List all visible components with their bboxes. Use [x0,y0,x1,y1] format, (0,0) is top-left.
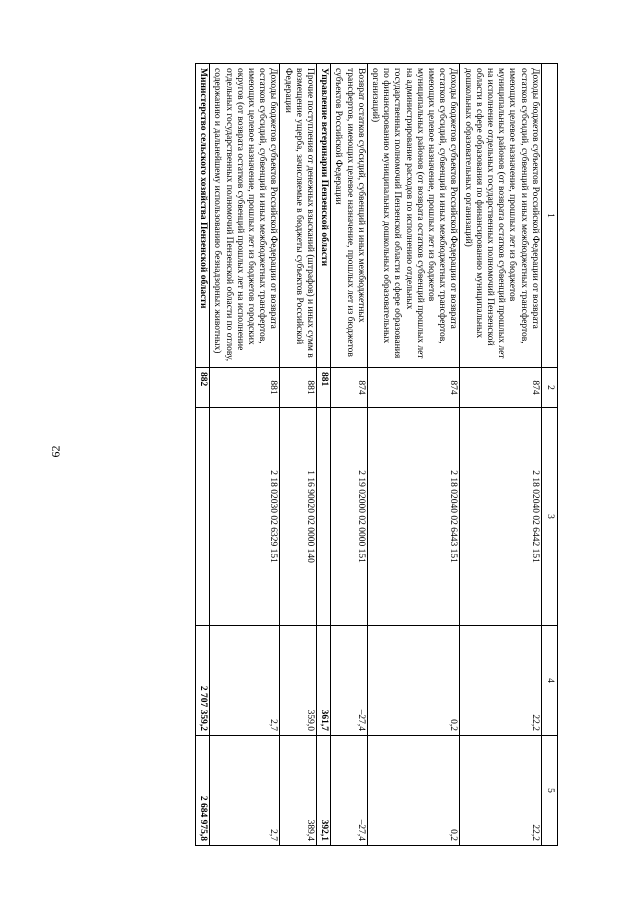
page-number: 62 [48,445,63,458]
table-cell-c4: 359,0 [280,626,317,736]
table-cell-c5: 2 684 975,8 [195,736,209,846]
table-cell-c2: 881 [280,368,317,408]
table-cell-c3: 2 18 02040 02 6442 151 [460,408,541,626]
table-cell-c4: 22,2 [460,626,541,736]
table-cell-c3: 2 19 02000 02 0000 151 [331,408,368,626]
table-cell-c3: 1 16 90020 02 0000 140 [280,408,317,626]
table-cell-c5: –27,4 [331,736,368,846]
table-row [460,64,541,846]
table-cell-c1: Управление ветеринарии Пензенской области [316,64,330,368]
table-cell-c2: 874 [331,368,368,408]
revenue-table [195,63,558,846]
table-cell-c5: 22,2 [460,736,541,846]
table-cell-c3 [316,408,330,626]
table-cell-c1: Доходы бюджетов субъектов Российской Федерации от возврата остатков субсидий, субвенций и иных межбюджетных трансфертов, имеющих целевое назначение, прошлых лет из бюджетов муниципальных районов (от возврата остатков субвенций прошлых лет на исполнение отдельных государственных полномочий Пензенской области в сфере образования по финансированию муниципальных дошкольных образовательных организаций) [460,64,541,368]
table-cell-c5: 392,1 [316,736,330,846]
table-row [195,64,209,846]
header-cell: 2 [541,368,557,408]
table-cell-c2: 881 [316,368,330,408]
table-cell-c4: 0,2 [367,626,460,736]
table-row [316,64,330,846]
table-cell-c5: 389,4 [280,736,317,846]
rotated-table-container [73,63,558,845]
header-cell: 1 [541,64,557,368]
table-cell-c2: 874 [367,368,460,408]
table-cell-c5: 0,2 [367,736,460,846]
table-cell-c4: 361,7 [316,626,330,736]
table-cell-c4: 2,7 [210,626,280,736]
header-cell: 5 [541,736,557,846]
table-cell-c3: 2 18 02030 02 6329 151 [210,408,280,626]
table-cell-c4: –27,4 [331,626,368,736]
table-cell-c3 [195,408,209,626]
table-cell-c5: 2,7 [210,736,280,846]
table-cell-c2: 882 [195,368,209,408]
header-row [541,64,557,846]
table-cell-c1: Прочие поступления от денежных взысканий (штрафов) и иных сумм в возмещение ущерба, зачисляемые в бюджеты субъектов Российской Федерации [280,64,317,368]
header-cell: 3 [541,408,557,626]
table-cell-c2: 874 [460,368,541,408]
table-row [331,64,368,846]
table-cell-c3: 2 18 02040 02 6443 151 [367,408,460,626]
table-row [210,64,280,846]
header-cell: 4 [541,626,557,736]
table-row [367,64,460,846]
table-cell-c1: Министерство сельского хозяйства Пензенской области [195,64,209,368]
table-cell-c4: 2 707 359,2 [195,626,209,736]
table-row [280,64,317,846]
table-body [195,64,557,846]
table-cell-c1: Доходы бюджетов субъектов Российской Федерации от возврата остатков субсидий, субвенций и иных межбюджетных трансфертов, имеющих целевое назначение, прошлых лет из бюджетов городских округов (от возврата остатков субвенций прошлых лет на исполнение отдельных государственных полномочий Пензенской области по отлову, содержанию и дальнейшему использованию безнадзорных животных) [210,64,280,368]
table-cell-c1: Возврат остатков субсидий, субвенций и иных межбюджетных трансфертов, имеющих целевое назначение, прошлых лет из бюджетов субъектов Российской Федерации [331,64,368,368]
table-cell-c1: Доходы бюджетов субъектов Российской Федерации от возврата остатков субсидий, субвенций и иных межбюджетных трансфертов, имеющих целевое назначение, прошлых лет из бюджетов муниципальных районов (от возврата остатков субвенций прошлых лет на администрирование расходов по исполнению отдельных государственных полномочий Пензенской области в сфере образования по финансированию муниципальных дошкольных образовательных организаций) [367,64,460,368]
table-cell-c2: 881 [210,368,280,408]
